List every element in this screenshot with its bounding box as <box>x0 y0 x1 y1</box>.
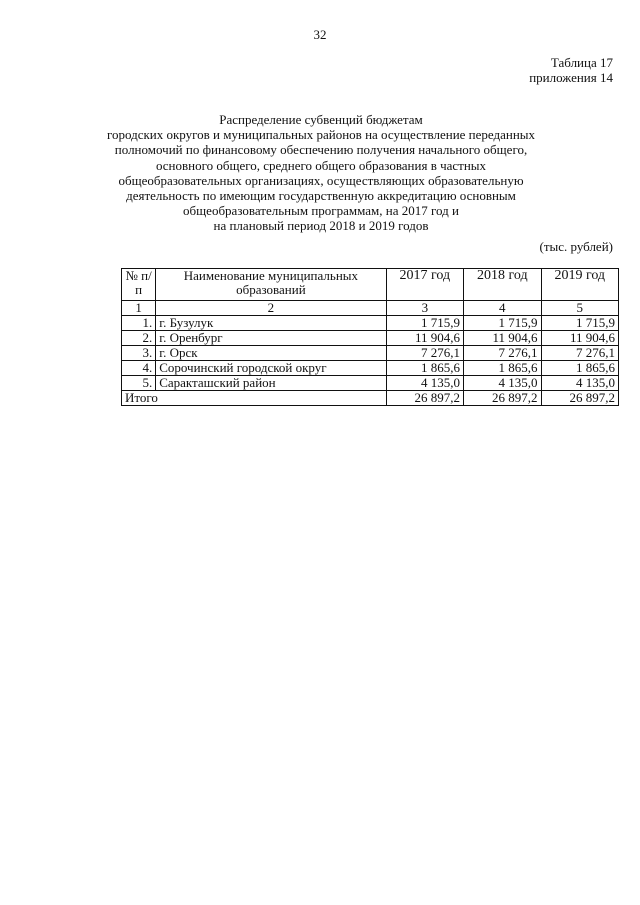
heading-line: деятельность по имеющим государственную аккредитацию основным <box>126 188 516 204</box>
column-number: 1 <box>122 301 156 316</box>
heading-line: общеобразовательным программам, на 2017 год и <box>183 203 459 219</box>
row-number: 3. <box>122 346 156 361</box>
header-2018: 2018 год <box>464 269 541 301</box>
column-number: 2 <box>156 301 386 316</box>
table-row <box>122 361 619 376</box>
value-2017: 7 276,1 <box>386 346 463 361</box>
caption-table-number: Таблица 17 <box>550 55 613 70</box>
row-number: 2. <box>122 331 156 346</box>
table-row <box>122 376 619 391</box>
header-number: № п/п <box>122 269 156 301</box>
municipality-name: г. Оренбург <box>156 331 386 346</box>
row-number: 4. <box>122 361 156 376</box>
table-caption <box>529 55 613 85</box>
municipality-name: г. Орск <box>156 346 386 361</box>
value-2017: 1 865,6 <box>386 361 463 376</box>
table-row <box>122 316 619 331</box>
heading-line: городских округов и муниципальных районов на осуществление переданных <box>106 127 536 143</box>
heading-line: на плановый период 2018 и 2019 годов <box>213 218 429 234</box>
value-2017: 11 904,6 <box>386 331 463 346</box>
value-2018: 7 276,1 <box>464 346 541 361</box>
table-header-row <box>122 269 619 301</box>
municipality-name: Саракташский район <box>156 376 386 391</box>
value-2018: 1 865,6 <box>464 361 541 376</box>
column-number: 5 <box>541 301 619 316</box>
column-number-row <box>122 301 619 316</box>
value-2018: 11 904,6 <box>464 331 541 346</box>
value-2019: 1 865,6 <box>541 361 619 376</box>
total-row <box>122 391 619 406</box>
table-row <box>122 331 619 346</box>
subventions-table <box>121 268 619 406</box>
value-2019: 1 715,9 <box>541 316 619 331</box>
heading-line: полномочий по финансовому обеспечению получения начального общего, <box>114 142 528 158</box>
table-row <box>122 346 619 361</box>
value-2017: 4 135,0 <box>386 376 463 391</box>
heading-line: Распределение субвенций бюджетам <box>219 112 423 127</box>
column-number: 3 <box>386 301 463 316</box>
value-2017: 1 715,9 <box>386 316 463 331</box>
total-label: Итого <box>122 391 387 406</box>
row-number: 5. <box>122 376 156 391</box>
total-2018: 26 897,2 <box>464 391 541 406</box>
value-2019: 11 904,6 <box>541 331 619 346</box>
column-number: 4 <box>464 301 541 316</box>
row-number: 1. <box>122 316 156 331</box>
value-2018: 4 135,0 <box>464 376 541 391</box>
caption-appendix: приложения 14 <box>529 70 613 85</box>
page-number: 32 <box>313 27 327 42</box>
heading-line: основного общего, среднего общего образования в частных <box>155 157 487 173</box>
value-2019: 7 276,1 <box>541 346 619 361</box>
header-municipality: Наименование муниципальных образований <box>156 269 386 301</box>
total-2019: 26 897,2 <box>541 391 619 406</box>
value-2019: 4 135,0 <box>541 376 619 391</box>
units-note: (тыс. рублей) <box>539 239 613 254</box>
heading-line: общеобразовательных организациях, осуществляющих образовательную <box>118 172 524 188</box>
value-2018: 1 715,9 <box>464 316 541 331</box>
municipality-name: Сорочинский городской округ <box>156 361 386 376</box>
header-2019: 2019 год <box>541 269 619 301</box>
document-heading <box>100 112 542 234</box>
total-2017: 26 897,2 <box>386 391 463 406</box>
municipality-name: г. Бузулук <box>156 316 386 331</box>
header-2017: 2017 год <box>386 269 463 301</box>
